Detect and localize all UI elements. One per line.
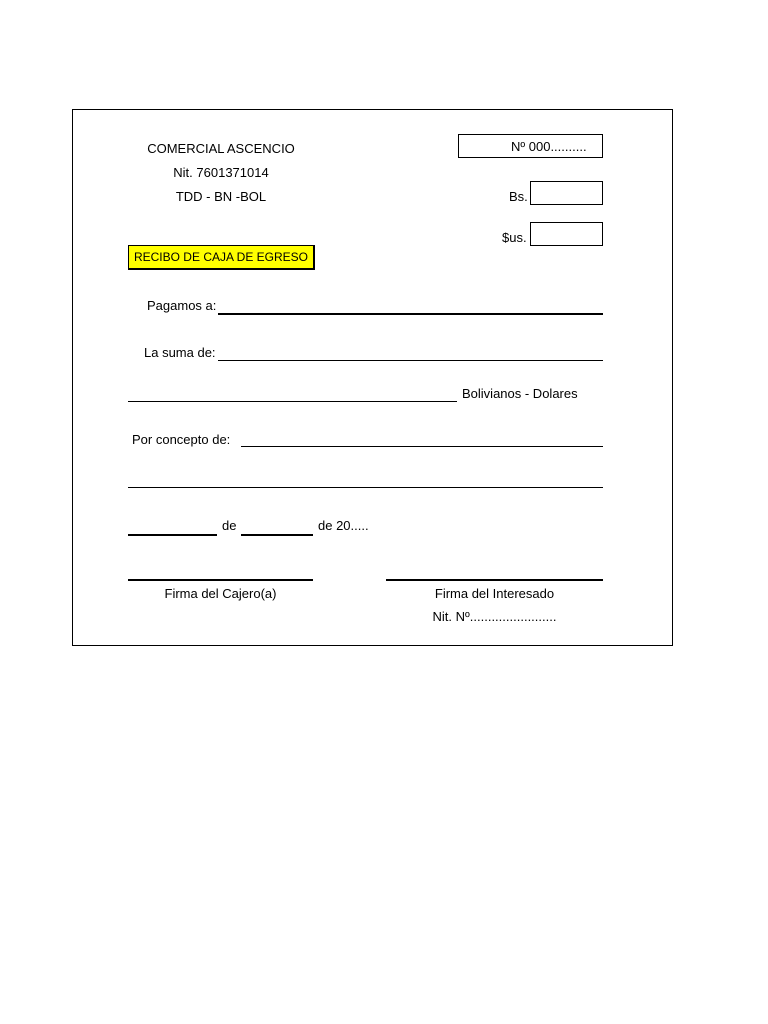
currency-suffix: Bolivianos - Dolares — [462, 386, 578, 401]
cashier-signature-label: Firma del Cajero(a) — [164, 586, 277, 601]
suma-line[interactable] — [218, 360, 603, 361]
amount-words-line[interactable] — [128, 401, 457, 402]
receipt-form — [72, 109, 673, 646]
cashier-signature-line[interactable] — [128, 579, 313, 581]
concepto-line-2[interactable] — [128, 487, 603, 488]
date-month-line[interactable] — [241, 534, 313, 536]
interested-nit: Nit. Nº........................ — [432, 609, 557, 624]
receipt-title: RECIBO DE CAJA DE EGRESO — [128, 245, 315, 270]
date-de-2: de 20..... — [318, 518, 369, 533]
concepto-label: Por concepto de: — [132, 432, 231, 447]
company-name: COMERCIAL ASCENCIO — [147, 141, 295, 156]
interested-signature-label: Firma del Interesado — [434, 586, 555, 601]
receipt-number-box[interactable] — [458, 134, 603, 158]
receipt-number: Nº 000.......... — [511, 139, 587, 154]
pagamos-label: Pagamos a: — [147, 298, 217, 313]
interested-signature-line[interactable] — [386, 579, 603, 581]
pagamos-line[interactable] — [218, 313, 603, 315]
usd-label: $us. — [502, 230, 527, 245]
company-nit: Nit. 7601371014 — [173, 165, 269, 180]
bs-label: Bs. — [509, 189, 528, 204]
usd-amount-field[interactable] — [530, 222, 603, 246]
date-day-line[interactable] — [128, 534, 217, 536]
suma-label: La suma de: — [144, 345, 216, 360]
concepto-line[interactable] — [241, 446, 603, 447]
date-de-1: de — [222, 518, 237, 533]
company-location: TDD - BN -BOL — [175, 189, 267, 204]
bs-amount-field[interactable] — [530, 181, 603, 205]
